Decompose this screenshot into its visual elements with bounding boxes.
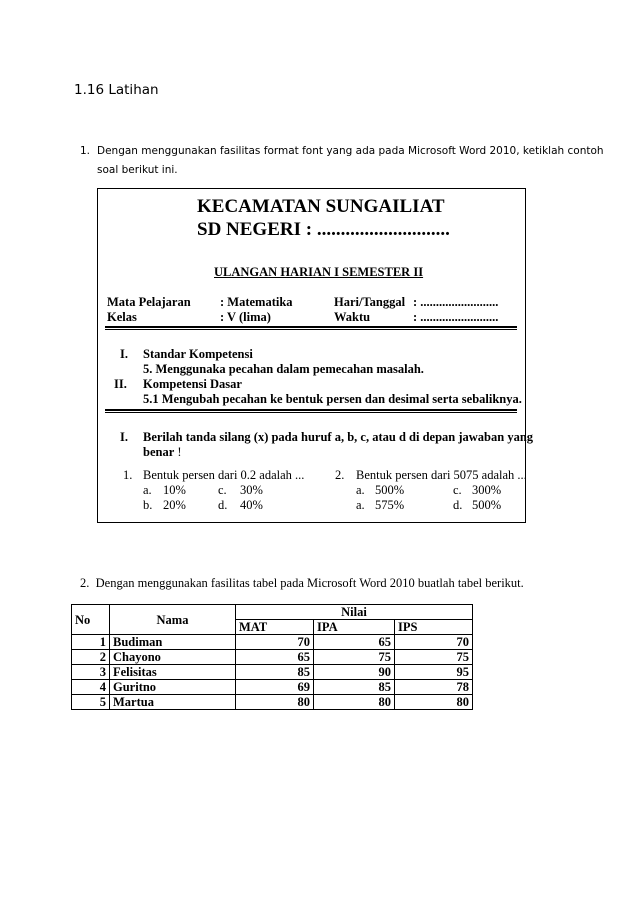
day-value: : ......................... [413,295,499,309]
question-1-option-value: 20% [163,498,186,512]
cell-name: Chayono [110,650,236,665]
cell-mat: 70 [236,635,314,650]
cell-name: Felisitas [110,665,236,680]
table-header-row [72,605,473,620]
cell-no: 1 [72,635,110,650]
question-2-option-value: 500% [472,498,502,512]
question-2-option-letter: a. [356,498,365,512]
competency-2-heading: Kompetensi Dasar [143,377,242,391]
section-title: 1.16 Latihan [74,82,159,98]
grades-table [71,604,473,710]
task-2-number: 2. [80,576,90,590]
cell-no: 3 [72,665,110,680]
instruction-number: I. [120,430,128,444]
cell-ipa: 85 [314,680,395,695]
cell-name: Budiman [110,635,236,650]
cell-ips: 95 [395,665,473,680]
class-value: : V (lima) [220,310,271,324]
question-2-option-value: 575% [375,498,405,512]
district-title: KECAMATAN SUNGAILIAT [197,196,445,217]
instruction-tail: ! [174,445,182,459]
question-2-option-value: 300% [472,483,502,497]
question-2-option-letter: d. [453,498,463,512]
competency-1-detail: 5. Menggunaka pecahan dalam pemecahan masalah. [143,362,424,376]
question-1-text: Bentuk persen dari 0.2 adalah ... [143,468,305,482]
time-label: Waktu [334,310,371,324]
exam-title: ULANGAN HARIAN I SEMESTER II [214,265,424,279]
cell-ipa: 65 [314,635,395,650]
cell-ips: 75 [395,650,473,665]
question-2-option-value: 500% [375,483,405,497]
subject-label: Mata Pelajaran [107,295,191,309]
task-1-text-line-1: Dengan menggunakan fasilitas format font yang ada pada Microsoft Word 2010, ketiklah contoh [97,145,604,157]
instruction-bold-word: benar [143,445,175,459]
header-score: Nilai [236,605,473,620]
question-2-option-letter: a. [356,483,365,497]
header-ips: IPS [395,620,473,635]
cell-mat: 85 [236,665,314,680]
question-1-option-value: 40% [240,498,263,512]
day-label: Hari/Tanggal [334,295,406,309]
cell-no: 2 [72,650,110,665]
header-mat: MAT [236,620,314,635]
cell-mat: 69 [236,680,314,695]
school-title: SD NEGERI : ............................ [197,219,450,240]
question-2-text: Bentuk persen dari 5075 adalah ... [356,468,527,482]
task-2-text: Dengan menggunakan fasilitas tabel pada Microsoft Word 2010 buatlah tabel berikut. [95,576,524,590]
task-2 [80,576,524,591]
cell-ips: 80 [395,695,473,710]
cell-name: Guritno [110,680,236,695]
question-1-option-letter: c. [218,483,227,497]
question-1-option-letter: b. [143,498,153,512]
header-no: No [72,605,110,635]
competency-2-detail: 5.1 Mengubah pecahan ke bentuk persen dan desimal serta sebaliknya. [143,392,522,406]
table-row [72,680,473,695]
question-1-number: 1. [123,468,133,482]
question-1-option-value: 10% [163,483,186,497]
time-value: : ......................... [413,310,499,324]
task-1-text-line-2: soal berikut ini. [97,164,178,176]
divider-rule [105,326,517,330]
instruction-line-1: Berilah tanda silang (x) pada huruf a, b, c, atau d di depan jawaban yang [143,430,534,444]
table-row [72,695,473,710]
question-2-number: 2. [335,468,345,482]
competency-1-number: I. [120,347,128,361]
divider-rule [105,409,517,413]
table-row [72,635,473,650]
cell-mat: 65 [236,650,314,665]
question-2-option-letter: c. [453,483,462,497]
table-row [72,665,473,680]
header-name: Nama [110,605,236,635]
task-1-number: 1. [80,145,91,157]
subject-value: : Matematika [220,295,293,309]
cell-ips: 78 [395,680,473,695]
header-ipa: IPA [314,620,395,635]
question-1-option-value: 30% [240,483,263,497]
cell-mat: 80 [236,695,314,710]
table-row [72,650,473,665]
cell-no: 4 [72,680,110,695]
cell-ipa: 90 [314,665,395,680]
instruction-line-2 [143,445,182,460]
competency-2-number: II. [114,377,127,391]
competency-1-heading: Standar Kompetensi [143,347,253,361]
question-1-option-letter: d. [218,498,228,512]
cell-ips: 70 [395,635,473,650]
class-label: Kelas [107,310,137,324]
cell-name: Martua [110,695,236,710]
cell-ipa: 80 [314,695,395,710]
cell-no: 5 [72,695,110,710]
question-1-option-letter: a. [143,483,152,497]
cell-ipa: 75 [314,650,395,665]
